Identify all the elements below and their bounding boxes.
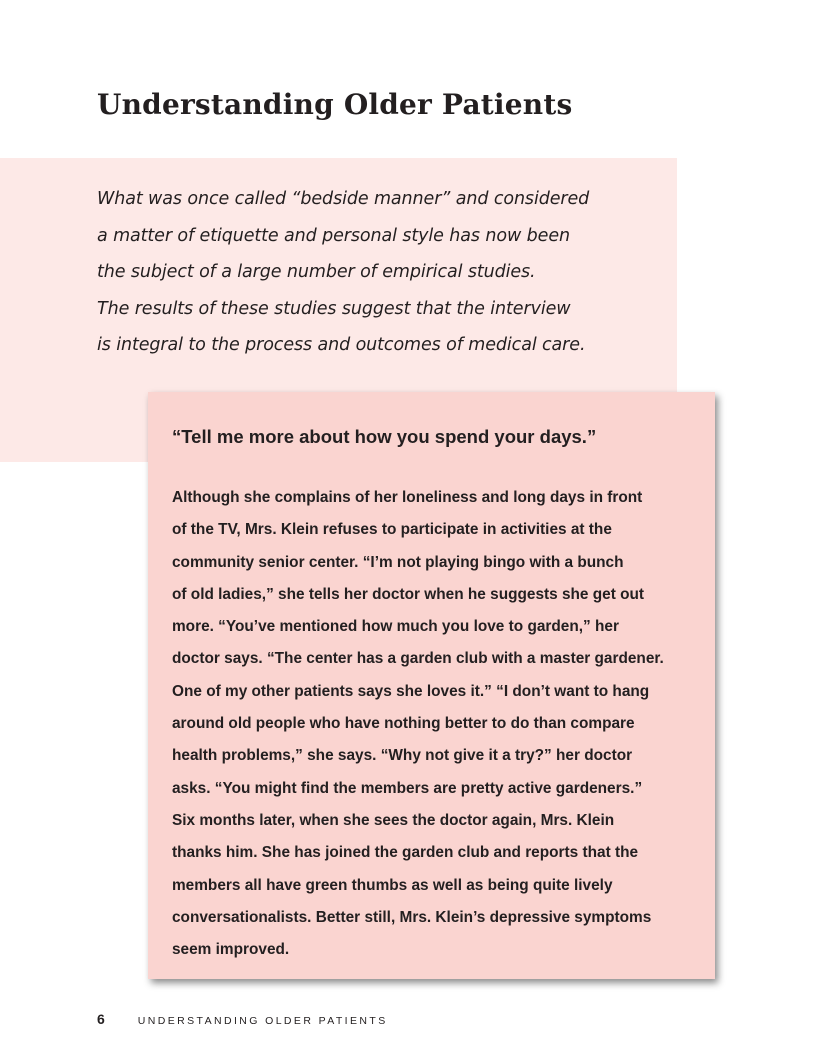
intro-line: The results of these studies suggest that the interview	[97, 298, 571, 319]
intro-paragraph	[97, 181, 657, 364]
page-title: Understanding Older Patients	[97, 88, 573, 121]
story-line: doctor says. “The center has a garden club with a master gardener.	[172, 650, 664, 668]
story-line: One of my other patients says she loves it.” “I don’t want to hang	[172, 682, 650, 700]
story-line: of old ladies,” she tells her doctor when he suggests she get out	[172, 585, 645, 603]
page-footer	[97, 1011, 388, 1027]
story-callout-box	[148, 392, 715, 979]
story-line: more. “You’ve mentioned how much you love to garden,” her	[172, 618, 619, 636]
story-line: conversationalists. Better still, Mrs. Klein’s depressive symptoms	[172, 908, 652, 926]
story-line: Although she complains of her loneliness and long days in front	[172, 489, 643, 506]
story-line: Six months later, when she sees the doctor again, Mrs. Klein	[172, 811, 615, 829]
story-line: seem improved.	[172, 941, 290, 959]
story-line: members all have green thumbs as well as being quite lively	[172, 876, 613, 894]
intro-line: a matter of etiquette and personal style has now been	[97, 225, 570, 246]
story-line: thanks him. She has joined the garden club and reports that the	[172, 844, 639, 862]
story-line: community senior center. “I’m not playing bingo with a bunch	[172, 553, 624, 571]
story-heading: “Tell me more about how you spend your days.”	[172, 426, 597, 447]
intro-line: is integral to the process and outcomes of medical care.	[97, 335, 586, 355]
story-body	[172, 482, 712, 966]
story-line: health problems,” she says. “Why not give it a try?” her doctor	[172, 747, 633, 765]
page-number: 6	[97, 1011, 105, 1027]
story-line: of the TV, Mrs. Klein refuses to participate in activities at the	[172, 521, 612, 539]
intro-line: What was once called “bedside manner” and considered	[97, 189, 590, 209]
running-title: UNDERSTANDING OLDER PATIENTS	[137, 1015, 388, 1027]
story-line: asks. “You might find the members are pretty active gardeners.”	[172, 779, 643, 797]
story-line: around old people who have nothing better to do than compare	[172, 715, 635, 733]
intro-line: the subject of a large number of empirical studies.	[97, 262, 536, 282]
